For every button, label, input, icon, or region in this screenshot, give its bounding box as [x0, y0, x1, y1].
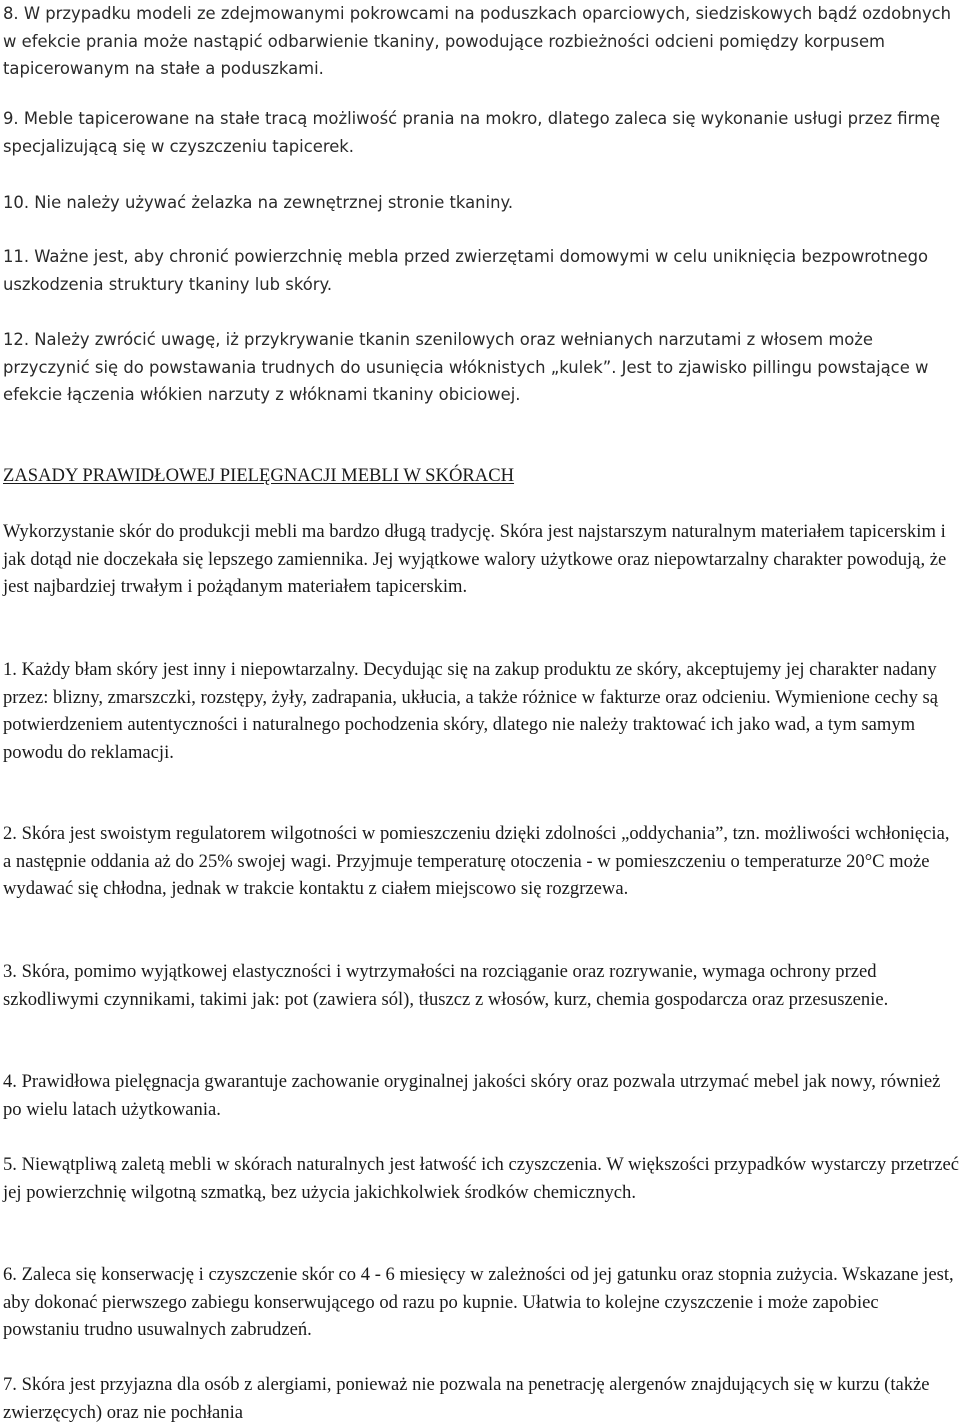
paragraph-leather-item-5: 5. Niewątpliwą zaletą mebli w skórach naturalnych jest łatwość ich czyszczenia. W większości przypadków wystarczy przetrzeć jej powierzchnię wilgotną szmatką, bez użycia jakichkolwiek środków chemicznych. — [3, 1154, 959, 1203]
paragraph-leather-intro: Wykorzystanie skór do produkcji mebli ma bardzo długą tradycję. Skóra jest najstarszym naturalnym materiałem tapicerskim i jak dotąd nie doczekała się lepszego zamiennika. Jej wyjątkowe walory użytkowe oraz niepowtarzalny charakter powodują, że jest najbardziej trwałym i pożądanym materiałem tapicerskim. — [3, 521, 947, 598]
paragraph-item-10: 10. Nie należy używać żelazka na zewnętrznej stronie tkaniny. — [3, 193, 514, 212]
section-heading-leather-care: ZASADY PRAWIDŁOWEJ PIELĘGNACJI MEBLI W SKÓRACH — [3, 465, 515, 486]
paragraph-leather-item-2: 2. Skóra jest swoistym regulatorem wilgotności w pomieszczeniu dzięki zdolności „oddychania”, tzn. możliwości wchłonięcia, a następnie oddania aż do 25% swojej wagi. Przyjmuje temperaturę otoczenia - w pomieszczeniu o temperaturze 20°C może wydawać się chłodna, jednak w trakcie kontaktu z ciałem miejscowo się rozgrzewa. — [3, 823, 950, 900]
paragraph-leather-item-7: 7. Skóra jest przyjazna dla osób z alergiami, ponieważ nie pozwala na penetrację alergenów znajdujących się w kurzu (także zwierzęcych) oraz nie pochłania — [3, 1374, 930, 1423]
paragraph-item-11: 11. Ważne jest, aby chronić powierzchnię mebla przed zwierzętami domowymi w celu uniknięcia bezpowrotnego uszkodzenia struktury tkaniny lub skóry. — [3, 247, 929, 294]
paragraph-item-12: 12. Należy zwrócić uwagę, iż przykrywanie tkanin szenilowych oraz wełnianych narzutami z włosem może przyczynić się do powstawania trudnych do usunięcia włóknistych „kulek”. Jest to zjawisko pillingu powstające w efekcie łączenia włókien narzuty z włóknami tkaniny obiciowej. — [3, 330, 929, 405]
paragraph-item-8: 8. W przypadku modeli ze zdejmowanymi pokrowcami na poduszkach oparciowych, siedziskowych bądź ozdobnych w efekcie prania może nastąpić odbarwienie tkaniny, powodujące rozbieżności odcieni pomiędzy korpusem tapicerowanym na stałe a poduszkami. — [3, 4, 952, 79]
paragraph-item-9: 9. Meble tapicerowane na stałe tracą możliwość prania na mokro, dlatego zaleca się wykonanie usługi przez firmę specjalizującą się w czyszczeniu tapicerek. — [3, 109, 941, 156]
paragraph-leather-item-4: 4. Prawidłowa pielęgnacja gwarantuje zachowanie oryginalnej jakości skóry oraz pozwala utrzymać mebel jak nowy, również po wielu latach użytkowania. — [3, 1071, 941, 1120]
paragraph-leather-item-1: 1. Każdy błam skóry jest inny i niepowtarzalny. Decydując się na zakup produktu ze skóry, akceptujemy jej charakter nadany przez: blizny, zmarszczki, rozstępy, żyły, zadrapania, ukłucia, a także różnice w fakturze oraz odcieniu. Wymienione cechy są potwierdzeniem autentyczności i naturalnego pochodzenia skóry, dlatego nie należy traktować ich jako wad, a tym samym powodu do reklamacji. — [3, 659, 938, 763]
paragraph-leather-item-6: 6. Zaleca się konserwację i czyszczenie skór co 4 - 6 miesięcy w zależności od jej gatunku oraz stopnia zużycia. Wskazane jest, aby dokonać pierwszego zabiegu konserwującego od razu po kupnie. Ułatwia to kolejne czyszczenie i może zapobiec powstaniu trudno usuwalnych zabrudzeń. — [3, 1264, 954, 1341]
paragraph-leather-item-3: 3. Skóra, pomimo wyjątkowej elastyczności i wytrzymałości na rozciąganie oraz rozrywanie, wymaga ochrony przed szkodliwymi czynnikami, takimi jak: pot (zawiera sól), tłuszcz z włosów, kurz, chemia gospodarcza oraz przesuszenie. — [3, 961, 889, 1010]
